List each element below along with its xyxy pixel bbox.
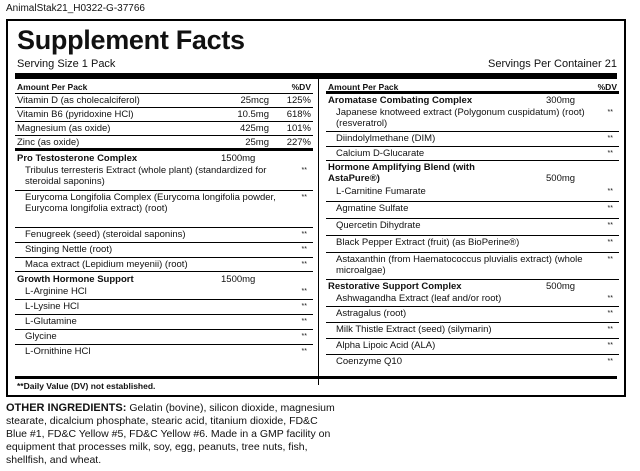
ingredient-name: Stinging Nettle (root) xyxy=(25,244,113,255)
dv-header: %DV xyxy=(291,82,311,92)
dv-star: ** xyxy=(301,333,307,340)
ingredient-name: Milk Thistle Extract (seed) (silymarin) xyxy=(336,324,492,335)
ingredient-row xyxy=(15,330,313,345)
dv-star: ** xyxy=(301,303,307,310)
ingredient-name: L-Ornithine HCl xyxy=(25,346,91,357)
nutrient-dv: 227% xyxy=(286,137,311,148)
dv-star: ** xyxy=(301,348,307,355)
ingredient-row xyxy=(326,219,619,236)
vitamin-row xyxy=(15,136,313,151)
ingredient-row xyxy=(15,285,313,300)
dv-star: ** xyxy=(607,150,613,157)
panel-title: Supplement Facts xyxy=(17,25,245,55)
ingredient-name: Calcium D-Glucarate xyxy=(336,148,425,159)
ingredient-name: Maca extract (Lepidium meyenii) (root) xyxy=(25,259,188,270)
ingredient-row xyxy=(326,339,619,355)
ingredient-row xyxy=(15,228,313,243)
dv-star: ** xyxy=(607,342,613,349)
ingredient-name: Astragalus (root) xyxy=(336,308,407,319)
dv-star: ** xyxy=(301,194,307,201)
blend-name: Restorative Support Complex xyxy=(328,281,462,292)
ingredient-name: L-Lysine HCl xyxy=(25,301,80,312)
vitamin-row xyxy=(15,94,313,108)
dv-star: ** xyxy=(301,167,307,174)
ingredient-name: Black Pepper Extract (fruit) (as BioPerine®) xyxy=(336,237,520,248)
ingredient-name: Astaxanthin (from Haematococcus pluvialis extract) (whole microalgae) xyxy=(336,254,583,276)
ingredient-row xyxy=(15,191,313,228)
ingredient-row xyxy=(15,345,313,359)
nutrient-name: Vitamin D (as cholecalciferol) xyxy=(17,95,140,106)
vitamin-row xyxy=(15,122,313,136)
blend-header xyxy=(326,280,619,292)
nutrient-amount: 425mg xyxy=(239,123,269,134)
blend-header xyxy=(15,151,313,164)
ingredient-row xyxy=(326,147,619,161)
dv-star: ** xyxy=(607,222,613,229)
blend-name: Hormone Amplifying Blend (with AstaPure®) xyxy=(328,162,475,184)
ingredient-row xyxy=(15,258,313,272)
dv-star: ** xyxy=(607,109,613,116)
blend-name: Pro Testosterone Complex xyxy=(17,153,138,164)
servings-per-container: Servings Per Container 21 xyxy=(487,58,617,70)
ingredient-name: Tribulus terresteris Extract (whole plant) (standardized for steroidal saponins) xyxy=(25,165,267,187)
amount-header: Amount Per Pack xyxy=(17,82,88,92)
nutrient-dv: 101% xyxy=(286,123,311,134)
ingredient-row xyxy=(326,132,619,147)
ingredient-name: Ashwagandha Extract (leaf and/or root) xyxy=(336,293,502,304)
serving-size: Serving Size 1 Pack xyxy=(17,58,116,70)
product-code: AnimalStak21_H0322-G-37766 xyxy=(6,3,145,14)
other-ingredients-text: Gelatin (bovine), silicon dioxide, magnesium stearate, dicalcium phosphate, stearic acid, titanium dioxide, FD&C Blue #1, FD&C Yellow #5, FD&C Yellow #6. Made in a GMP facility on equipment that processes milk, soy, egg, peanuts, tree nuts, fish, shellfish, and wheat. xyxy=(6,402,335,466)
ingredient-row xyxy=(15,243,313,258)
blend-name: Aromatase Combating Complex xyxy=(328,95,473,106)
blend-amount: 1500mg xyxy=(221,274,256,285)
ingredient-row xyxy=(326,292,619,307)
ingredient-name: Alpha Lipoic Acid (ALA) xyxy=(336,340,436,351)
nutrient-name: Vitamin B6 (pyridoxine HCl) xyxy=(17,109,134,120)
dv-star: ** xyxy=(301,288,307,295)
ingredient-row xyxy=(326,106,619,132)
nutrient-name: Magnesium (as oxide) xyxy=(17,123,111,134)
dv-star: ** xyxy=(301,231,307,238)
dv-star: ** xyxy=(607,188,613,195)
nutrient-amount: 10.5mg xyxy=(237,109,269,120)
ingredient-row xyxy=(15,300,313,315)
nutrient-dv: 125% xyxy=(286,95,311,106)
ingredient-row xyxy=(15,315,313,330)
blend-amount: 300mg xyxy=(546,95,576,106)
ingredient-row xyxy=(15,164,313,191)
blend-amount: 500mg xyxy=(546,173,576,184)
column-header xyxy=(15,79,313,94)
dv-star: ** xyxy=(301,261,307,268)
right-column xyxy=(326,79,619,370)
ingredient-row xyxy=(326,253,619,280)
amount-header: Amount Per Pack xyxy=(328,82,399,92)
dv-star: ** xyxy=(607,135,613,142)
vitamin-row xyxy=(15,108,313,122)
column-header xyxy=(326,79,619,94)
ingredient-row xyxy=(326,307,619,323)
supplement-facts-panel xyxy=(6,19,626,397)
other-ingredients-label: OTHER INGREDIENTS: xyxy=(6,402,127,414)
dv-star: ** xyxy=(607,295,613,302)
ingredient-name: Diindolylmethane (DIM) xyxy=(336,133,436,144)
left-column xyxy=(15,79,313,359)
ingredient-row xyxy=(326,323,619,339)
dv-star: ** xyxy=(607,326,613,333)
dv-star: ** xyxy=(301,246,307,253)
ingredient-name: L-Glutamine xyxy=(25,316,77,327)
ingredient-name: L-Arginine HCl xyxy=(25,286,87,297)
ingredient-name: Japanese knotweed extract (Polygonum cuspidatum) (root) (resveratrol) xyxy=(336,107,585,129)
ingredient-row xyxy=(326,202,619,219)
dv-star: ** xyxy=(301,318,307,325)
ingredient-row xyxy=(326,185,619,202)
ingredient-row xyxy=(326,355,619,370)
dv-star: ** xyxy=(607,256,613,263)
dv-footnote: **Daily Value (DV) not established. xyxy=(17,381,156,391)
blend-amount: 1500mg xyxy=(221,153,256,164)
bottom-thick-divider xyxy=(15,376,617,379)
dv-star: ** xyxy=(607,239,613,246)
column-divider xyxy=(318,79,319,385)
ingredient-row xyxy=(326,236,619,253)
ingredient-name: Eurycoma Longifolia Complex (Eurycoma longifolia powder, Eurycoma longifolia extract) (root) xyxy=(25,192,276,214)
ingredient-name: Coenzyme Q10 xyxy=(336,356,403,367)
ingredient-name: L-Carnitine Fumarate xyxy=(336,186,426,197)
ingredient-name: Fenugreek (seed) (steroidal saponins) xyxy=(25,229,186,240)
dv-star: ** xyxy=(607,310,613,317)
blend-amount: 500mg xyxy=(546,281,576,292)
blend-header xyxy=(326,161,619,185)
nutrient-dv: 618% xyxy=(286,109,311,120)
ingredient-name: Glycine xyxy=(25,331,57,342)
dv-header: %DV xyxy=(597,82,617,92)
nutrient-amount: 25mg xyxy=(245,137,269,148)
blend-name: Growth Hormone Support xyxy=(17,274,134,285)
nutrient-amount: 25mcg xyxy=(240,95,269,106)
dv-star: ** xyxy=(607,358,613,365)
ingredient-name: Quercetin Dihydrate xyxy=(336,220,421,231)
other-ingredients xyxy=(6,402,336,467)
ingredient-name: Agmatine Sulfate xyxy=(336,203,409,214)
dv-star: ** xyxy=(607,205,613,212)
nutrient-name: Zinc (as oxide) xyxy=(17,137,80,148)
blend-header xyxy=(15,272,313,285)
blend-header xyxy=(326,94,619,106)
